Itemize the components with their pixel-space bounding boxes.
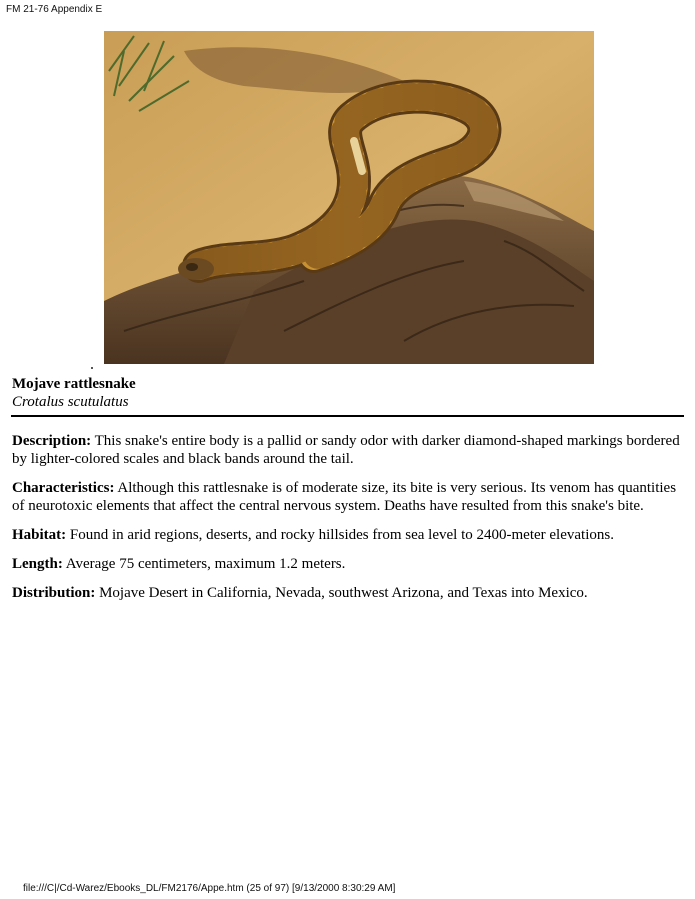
common-name: Mojave rattlesnake xyxy=(12,376,136,392)
distribution-paragraph xyxy=(12,584,680,602)
description-label: Description: xyxy=(12,433,92,449)
page-footer: file:///C|/Cd-Warez/Ebooks_DL/FM2176/Appe.htm (25 of 97) [9/13/2000 8:30:29 AM] xyxy=(23,883,396,894)
section-divider xyxy=(11,415,684,417)
page-header: FM 21-76 Appendix E xyxy=(6,4,103,15)
distribution-label: Distribution: xyxy=(12,585,96,601)
length-text: Average 75 centimeters, maximum 1.2 meters. xyxy=(62,556,346,572)
habitat-text: Found in arid regions, deserts, and rocky hillsides from sea level to 2400-meter elevations. xyxy=(66,527,614,543)
characteristics-label: Characteristics: xyxy=(12,480,115,496)
length-paragraph xyxy=(12,555,680,573)
description-text: This snake's entire body is a pallid or sandy odor with darker diamond-shaped markings bordered by lighter-colored scales and black bands around the tail. xyxy=(12,433,680,467)
rattlesnake-photo xyxy=(104,31,594,364)
species-title xyxy=(12,375,682,411)
length-label: Length: xyxy=(12,556,63,572)
species-details xyxy=(12,432,680,613)
scientific-name: Crotalus scutulatus xyxy=(12,394,129,410)
stray-dot xyxy=(91,367,93,369)
habitat-paragraph xyxy=(12,526,680,544)
habitat-label: Habitat: xyxy=(12,527,67,543)
distribution-text: Mojave Desert in California, Nevada, southwest Arizona, and Texas into Mexico. xyxy=(95,585,588,601)
characteristics-paragraph xyxy=(12,479,680,515)
characteristics-text: Although this rattlesnake is of moderate size, its bite is very serious. Its venom has quantities of neurotoxic elements that affect the central nervous system. Deaths have resulted from this snake's bite. xyxy=(12,480,677,514)
description-paragraph xyxy=(12,432,680,468)
